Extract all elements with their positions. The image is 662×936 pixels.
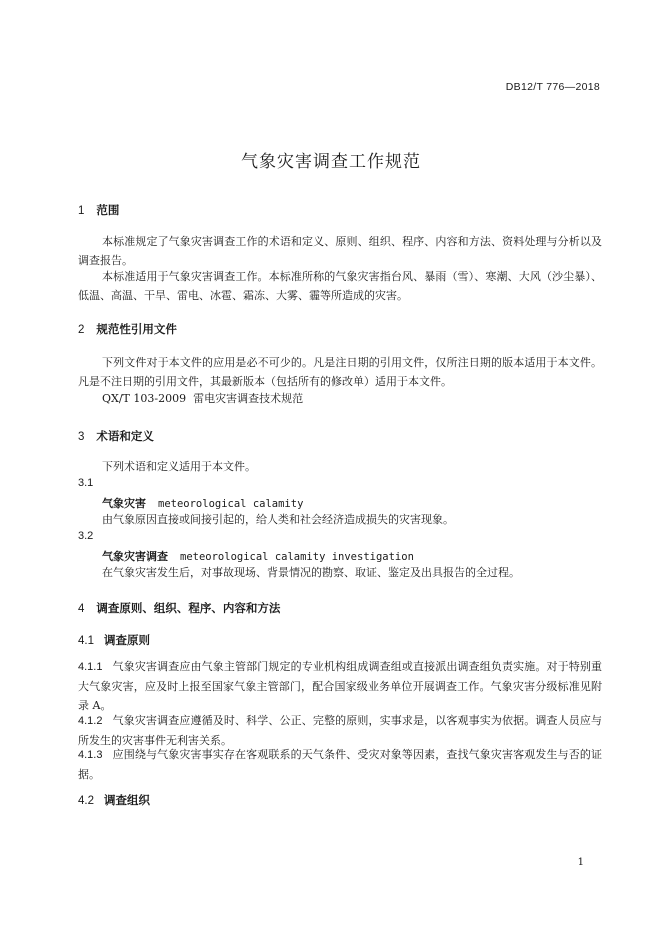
scope-paragraph-2: 本标准适用于气象灾害调查工作。本标准所称的气象灾害指台风、暴雨（雪）、寒潮、大风（沙尘暴）、低温、高温、干旱、雷电、冰雹、霜冻、大雾、霾等所造成的灾害。 (78, 270, 602, 302)
subsection-4-2-heading (78, 792, 150, 808)
section-title: 术语和定义 (96, 429, 154, 443)
subsection-number: 4.2 (78, 795, 94, 807)
subsection-title: 调查组织 (104, 793, 150, 807)
term-entry (102, 548, 414, 564)
section-number: 4 (78, 603, 85, 615)
clause-number: 4.1.3 (78, 749, 103, 761)
clause-number: 4.1.2 (78, 715, 103, 727)
section-number: 2 (78, 324, 85, 336)
page-title: 气象灾害调查工作规范 (241, 152, 421, 172)
reference-item: QX/T 103-2009 雷电灾害调查技术规范 (102, 392, 304, 405)
term-entry (102, 495, 303, 511)
clause-number: 4.1.1 (78, 661, 103, 673)
scope-paragraph-1: 本标准规定了气象灾害调查工作的术语和定义、原则、组织、程序、内容和方法、资料处理与分析以及调查报告。 (78, 235, 602, 267)
section-3-heading (78, 428, 154, 444)
term-definition: 由气象原因直接或间接引起的，给人类和社会经济造成损失的灾害现象。 (102, 513, 454, 526)
subsection-4-1-heading (78, 632, 150, 648)
clause-text: 气象灾害调查应遵循及时、科学、公正、完整的原则，实事求是，以客观事实为依据。调查人员应与所发生的灾害事件无利害关系。 (78, 714, 602, 747)
normative-refs-paragraph: 下列文件对于本文件的应用是必不可少的。凡是注日期的引用文件，仅所注日期的版本适用于本文件。凡是不注日期的引用文件，其最新版本（包括所有的修改单）适用于本文件。 (78, 356, 602, 388)
terms-intro: 下列术语和定义适用于本文件。 (102, 460, 256, 473)
section-number: 1 (78, 205, 85, 217)
term-chinese: 气象灾害 (102, 497, 146, 510)
term-number: 3.2 (78, 530, 94, 542)
clause-text: 气象灾害调查应由气象主管部门规定的专业机构组成调查组或直接派出调查组负责实施。对于特别重大气象灾害，应及时上报至国家气象主管部门，配合国家级业务单位开展调查工作。气象灾害分级标准见附录 A。 (78, 660, 602, 712)
section-title: 规范性引用文件 (96, 322, 177, 336)
term-english: meteorological calamity investigation (180, 551, 414, 563)
subsection-number: 4.1 (78, 635, 94, 647)
doc-number: DB12/T 776—2018 (505, 81, 600, 93)
clause-4-1-3 (78, 745, 602, 784)
section-4-heading (78, 600, 280, 616)
section-title: 范围 (96, 203, 120, 217)
page-number: 1 (577, 857, 584, 868)
section-title: 调查原则、组织、程序、内容和方法 (96, 601, 281, 615)
term-definition: 在气象灾害发生后，对事故现场、背景情况的勘察、取证、鉴定及出具报告的全过程。 (102, 566, 520, 579)
term-english: meteorological calamity (158, 498, 304, 510)
clause-text: 应围绕与气象灾害事实存在客观联系的天气条件、受灾对象等因素，查找气象灾害客观发生与否的证据。 (78, 748, 602, 781)
subsection-title: 调查原则 (104, 633, 150, 647)
clause-4-1-1 (78, 657, 602, 715)
term-chinese: 气象灾害调查 (102, 550, 168, 563)
section-2-heading (78, 321, 177, 337)
section-1-heading (78, 202, 119, 218)
section-number: 3 (78, 431, 85, 443)
term-number: 3.1 (78, 477, 94, 489)
